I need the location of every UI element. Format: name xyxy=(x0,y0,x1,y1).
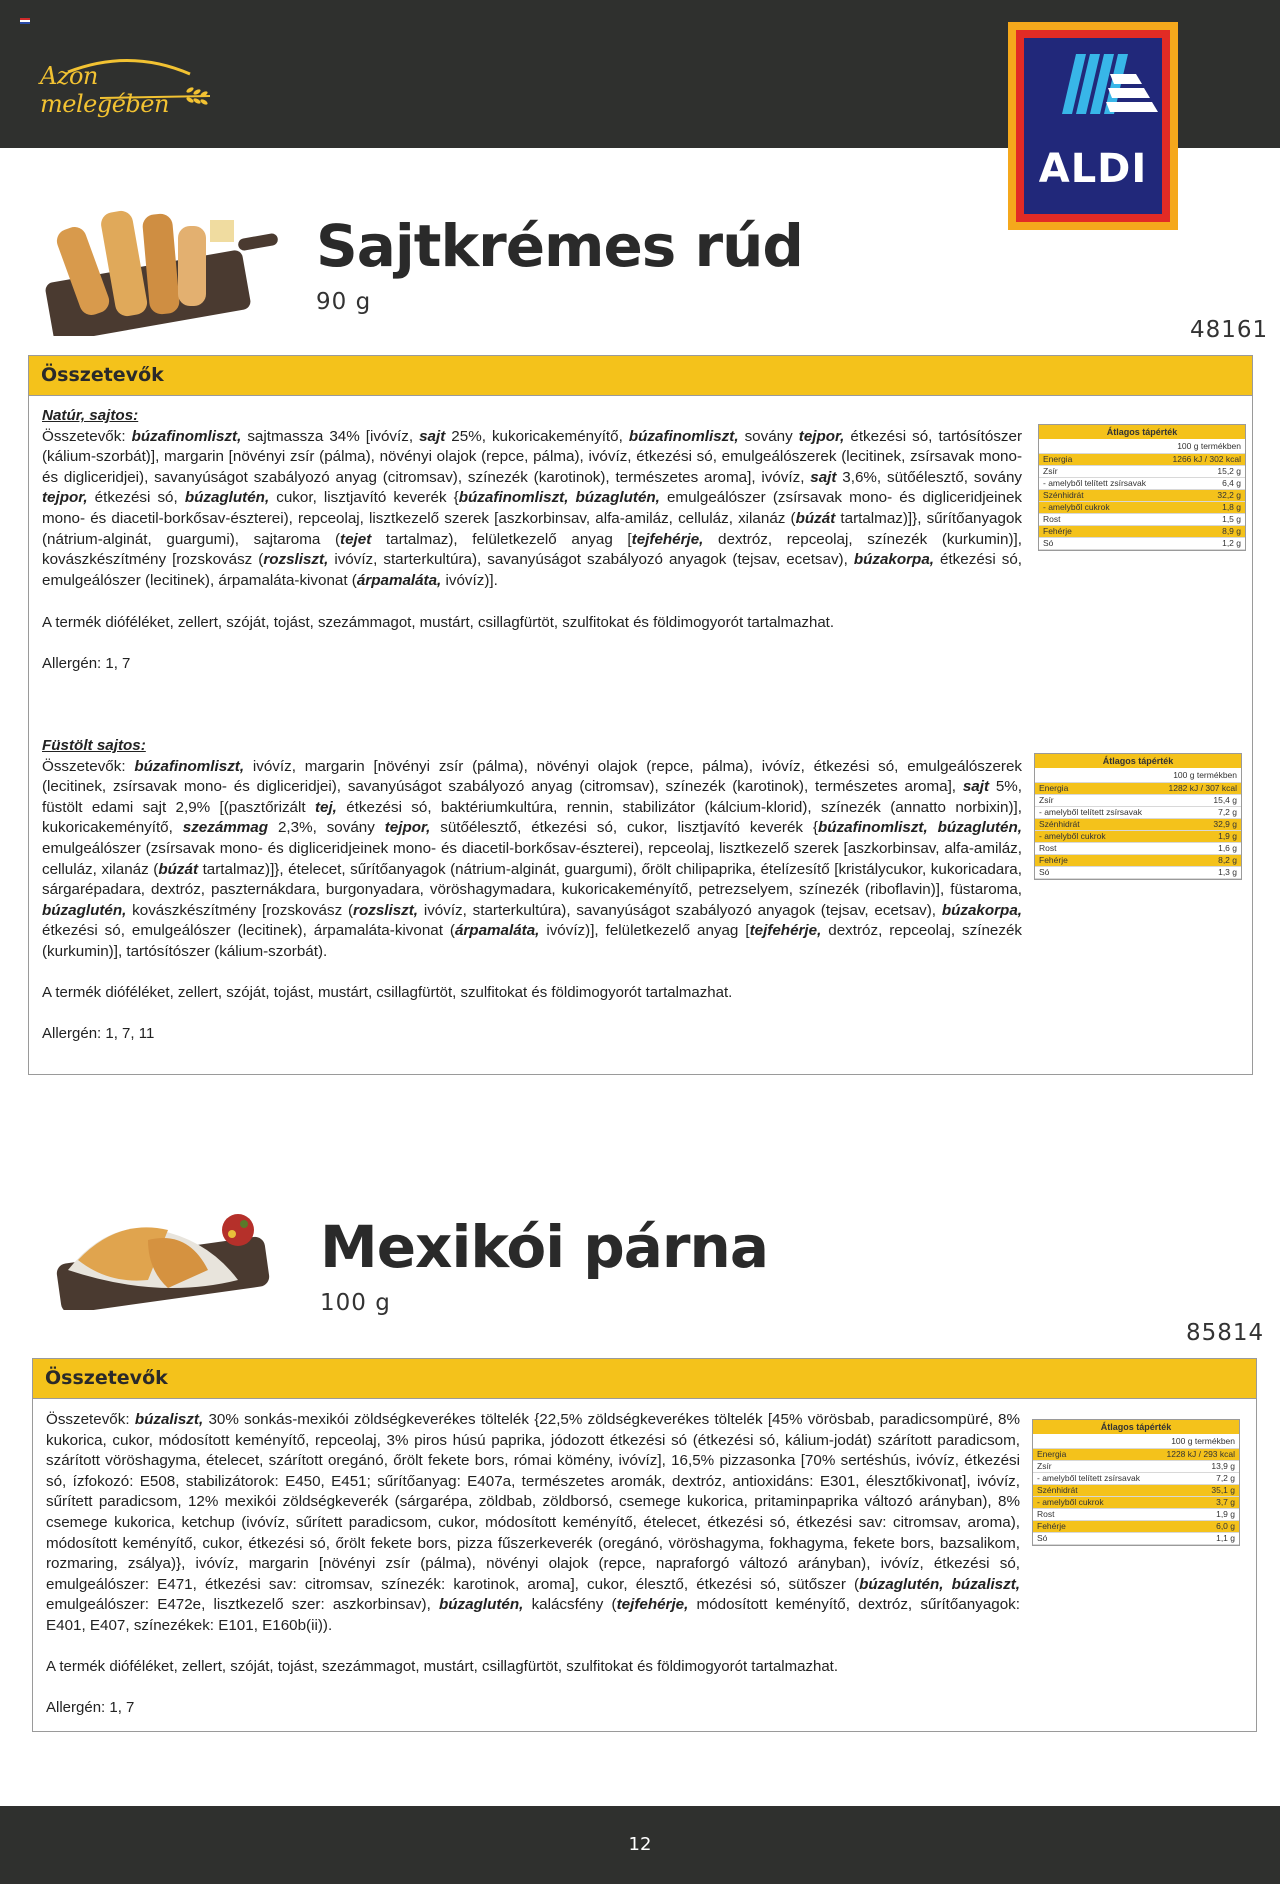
nutrition-row xyxy=(1039,454,1245,466)
ingredients-text-fustolt: Füstölt sajtos: Összetevők: búzafinomliszt, ivóvíz, margarin [növényi zsír (pálma), növényi olajok (repce, pálma), ivóvíz, étkezési só, emulgeálószerek (lecitinek, zsírsavak mono- és digliceridjei), savanyúságot szabályozó anyag (citromsav), színezék (karotinok), természetes aroma], sajt 5%, füstölt edami sajt 2,9% [(pasztőrizált tej, étkezési só, baktériumkultúra, rennin, stabilizátor (kálcium-klorid), színezék (annatto norbixin)], kukoricakeményítő, szezámmag 2,3%, sovány tejpor, sütőélesztő, étkezési só, cukor, lisztjavító keverék {búzafinomliszt, búzaglutén, emulgeálószer (zsírsavak mono- és digliceridjeinek mono- és diacetil-borkősav-észterei), repceolaj, lisztkezelő szerek [aszkorbinsav, alfa-amiláz, celluláz, xilanáz (búzát tartalmaz)]}, ételecet, sűrítőanyagok (nátrium-alginát, guargumi), őrölt chilipaprika, ételízesítő [kristálycukor, kukoricadara, sárgarépadara, dextróz, paszternákdara, burgonyadara, vöröshagymadara, kukoricakeményítő, petrezselyem, színezék (riboflavin)], füstaroma, búzaglutén, kovászkészítmény [rozskovász (rozsliszt, ivóvíz, starterkultúra), savanyúságot szabályozó anyagok (tejsav, ecetsav), búzakorpa, étkezési só, emulgeálószer (lecitinek), árpamaláta-kivonat (árpamaláta, ivóvíz)], felületkezelő anyag [tejfehérje, dextróz, repceolaj, színezék (kurkumin)], tartósítószer (kálium-szorbát). xyxy=(42,737,1023,960)
nutrition-header: 100 g termékben xyxy=(1035,768,1241,783)
nutrition-value: 7,2 g xyxy=(1218,807,1237,817)
allergen-codes: Allergén: 1, 7, 11 xyxy=(42,1025,155,1042)
nutrition-title: Átlagos tápérték xyxy=(1035,754,1241,768)
nutrition-row xyxy=(1039,478,1245,490)
allergen-note: A termék dióféléket, zellert, szóját, tojást, szezámmagot, mustárt, csillagfürtöt, szulfitokat és földimogyorót tartalmazhat. xyxy=(42,614,834,631)
allergen-codes: Allergén: 1, 7 xyxy=(46,1699,135,1716)
nutrition-row xyxy=(1033,1473,1239,1485)
allergen-note: A termék dióféléket, zellert, szóját, tojást, szezámmagot, mustárt, csillagfürtöt, szulfitokat és földimogyorót tartalmazhat. xyxy=(46,1658,838,1675)
nutrition-value: 1,2 g xyxy=(1222,538,1241,548)
variant-name: Füstölt sajtos: xyxy=(42,737,146,754)
variant-name: Natúr, sajtos: xyxy=(42,407,139,424)
nutrition-row xyxy=(1035,819,1241,831)
nutrition-value: 1,8 g xyxy=(1222,502,1241,512)
nutrition-row xyxy=(1033,1521,1239,1533)
aldi-wordmark: ALDI xyxy=(1038,146,1148,192)
nutrition-value: 13,9 g xyxy=(1211,1461,1235,1471)
brand-logo xyxy=(40,56,220,118)
nutrition-row xyxy=(1033,1533,1239,1545)
nutrition-row xyxy=(1035,867,1241,879)
nutrition-row xyxy=(1039,514,1245,526)
nutrition-value: 1,3 g xyxy=(1218,867,1237,877)
nutrition-row xyxy=(1035,807,1241,819)
nutrition-value: 6,4 g xyxy=(1222,478,1241,488)
nutrition-value: 1,9 g xyxy=(1216,1509,1235,1519)
nutrition-label: Fehérje xyxy=(1043,526,1072,536)
product-image-mexikoi-parna xyxy=(38,1200,298,1310)
nutrition-header: 100 g termékben xyxy=(1033,1434,1239,1449)
nutrition-label: - amelyből cukrok xyxy=(1037,1497,1104,1507)
nutrition-row xyxy=(1035,843,1241,855)
nutrition-label: Só xyxy=(1037,1533,1048,1543)
nutrition-table-fustolt xyxy=(1034,753,1242,880)
nutrition-label: - amelyből cukrok xyxy=(1039,831,1106,841)
nutrition-label: Zsír xyxy=(1043,466,1058,476)
nutrition-value: 8,2 g xyxy=(1218,855,1237,865)
nutrition-value: 1266 kJ / 302 kcal xyxy=(1172,454,1241,464)
ingredients-text-natur: Natúr, sajtos: Összetevők: búzafinomliszt, sajtmassza 34% [ivóvíz, sajt 25%, kukoricakeményítő, búzafinomliszt, sovány tejpor, étkezési só, tartósítószer (kálium-szorbát)], margarin [növényi zsír (pálma), növényi olajok (repce, pálma), ivóvíz, étkezési só, emulgeálószerek (lecitinek, zsírsavak mono- és digliceridjei), savanyúságot szabályozó anyag (citromsav), színezék (karotinok), természetes aroma], ivóvíz, sajt 3,6%, sütőélesztő, sovány tejpor, étkezési só, búzaglutén, cukor, lisztjavító keverék {búzafinomliszt, búzaglutén, emulgeálószer (zsírsavak mono- és digliceridjeinek mono- és diacetil-borkősav-észterei), repceolaj, lisztkezelő szerek [aszkorbinsav, alfa-amiláz, celluláz, xilanáz (búzát tartalmaz)]}, sűrítőanyagok (nátrium-alginát, guargumi), sajtaroma (tejet tartalmaz), felületkezelő anyag [tejfehérje, dextróz, repceolaj, színezék (kurkumin)], kovászkészítmény [rozskovász (rozsliszt, ivóvíz, starterkultúra), savanyúságot szabályozó anyagok (tejsav, ecetsav), búzakorpa, étkezési só, emulgeálószer (lecitinek), árpamaláta-kivonat (árpamaláta, ivóvíz)]. xyxy=(42,407,1023,589)
nutrition-label: Rost xyxy=(1037,1509,1055,1519)
nutrition-value: 6,0 g xyxy=(1216,1521,1235,1531)
nutrition-row xyxy=(1035,783,1241,795)
nutrition-row xyxy=(1039,490,1245,502)
section-heading: Összetevők xyxy=(29,356,1252,396)
nutrition-label: - amelyből telített zsírsavak xyxy=(1043,478,1146,488)
nutrition-row xyxy=(1039,526,1245,538)
nutrition-row xyxy=(1039,538,1245,550)
nutrition-row xyxy=(1033,1461,1239,1473)
nutrition-row xyxy=(1035,831,1241,843)
nutrition-label: Zsír xyxy=(1037,1461,1052,1471)
nutrition-value: 1,9 g xyxy=(1218,831,1237,841)
brand-name: Azon melegében xyxy=(40,62,169,118)
nutrition-value: 15,4 g xyxy=(1213,795,1237,805)
nutrition-value: 32,2 g xyxy=(1217,490,1241,500)
nutrition-header: 100 g termékben xyxy=(1039,439,1245,454)
nutrition-title: Átlagos tápérték xyxy=(1033,1420,1239,1434)
product-title: Mexikói párna xyxy=(320,1213,768,1281)
nutrition-label: Szénhidrát xyxy=(1037,1485,1078,1495)
product-weight: 90 g xyxy=(316,289,372,315)
nutrition-value: 3,7 g xyxy=(1216,1497,1235,1507)
nutrition-row xyxy=(1033,1449,1239,1461)
page-number: 12 xyxy=(628,1834,652,1855)
nutrition-title: Átlagos tápérték xyxy=(1039,425,1245,439)
nutrition-value: 7,2 g xyxy=(1216,1473,1235,1483)
allergen-note: A termék dióféléket, zellert, szóját, tojást, mustárt, csillagfürtöt, szulfitokat és földimogyorót tartalmazhat. xyxy=(42,984,733,1001)
nutrition-label: Só xyxy=(1043,538,1054,548)
wheat-swoosh-icon xyxy=(40,56,220,108)
product-code: 85814 xyxy=(1186,1320,1265,1346)
nutrition-value: 8,9 g xyxy=(1222,526,1241,536)
nutrition-value: 1,5 g xyxy=(1222,514,1241,524)
aldi-stripes-icon xyxy=(1024,44,1162,154)
nutrition-row xyxy=(1033,1497,1239,1509)
nutrition-label: - amelyből telített zsírsavak xyxy=(1037,1473,1140,1483)
nutrition-label: - amelyből telített zsírsavak xyxy=(1039,807,1142,817)
nutrition-row xyxy=(1039,502,1245,514)
product-image-sajtkremes-rud xyxy=(38,196,288,336)
product-title: Sajtkrémes rúd xyxy=(316,212,803,280)
nutrition-row xyxy=(1035,855,1241,867)
nutrition-row xyxy=(1033,1485,1239,1497)
nutrition-label: Rost xyxy=(1039,843,1057,853)
nutrition-value: 1282 kJ / 307 kcal xyxy=(1168,783,1237,793)
nutrition-label: Rost xyxy=(1043,514,1061,524)
nutrition-value: 1228 kJ / 293 kcal xyxy=(1166,1449,1235,1459)
nutrition-label: Fehérje xyxy=(1037,1521,1066,1531)
nutrition-label: Zsír xyxy=(1039,795,1054,805)
nutrition-row xyxy=(1035,795,1241,807)
nutrition-label: Szénhidrát xyxy=(1039,819,1080,829)
nutrition-label: Energia xyxy=(1037,1449,1067,1459)
nutrition-value: 35,1 g xyxy=(1211,1485,1235,1495)
nutrition-value: 15,2 g xyxy=(1217,466,1241,476)
aldi-logo xyxy=(1008,22,1178,230)
product-weight: 100 g xyxy=(320,1290,391,1316)
section-heading: Összetevők xyxy=(33,1359,1256,1399)
nutrition-value: 32,9 g xyxy=(1213,819,1237,829)
nutrition-label: Fehérje xyxy=(1039,855,1068,865)
footer-bar xyxy=(0,1806,1280,1884)
nutrition-value: 1,6 g xyxy=(1218,843,1237,853)
nutrition-value: 1,1 g xyxy=(1216,1533,1235,1543)
allergen-codes: Allergén: 1, 7 xyxy=(42,655,131,672)
nutrition-label: - amelyből cukrok xyxy=(1043,502,1110,512)
nutrition-table-natur xyxy=(1038,424,1246,551)
nutrition-label: Szénhidrát xyxy=(1043,490,1084,500)
nutrition-label: Só xyxy=(1039,867,1050,877)
nutrition-label: Energia xyxy=(1039,783,1069,793)
nutrition-table-mexikoi xyxy=(1032,1419,1240,1546)
flag-icon xyxy=(20,18,30,24)
nutrition-row xyxy=(1033,1509,1239,1521)
ingredients-text-mexikoi: Összetevők: búzaliszt, 30% sonkás-mexikói zöldségkeverékes töltelék {22,5% zöldségkeverékes töltelék [45% vörösbab, paradicsompüré, 8% kukorica, cukor, módosított keményítő, repceolaj, 3% piros húsú paprika, jódozott étkezési só (étkezési só, kálium-jodát) szárított paradicsom, szárított vöröshagyma, ételecet, szárított oregánó, őrölt fekete bors, római kömény, ivóvíz], 16,5% pizzasonka [70% sertéshús, ivóvíz, étkezési só, ízfokozó: E508, stabilizátorok: E450, E451; sűrítőanyag: E407a, természetes aromák, dextróz, antioxidáns: E301, élesztőkivonat], ivóvíz, sűrített paradicsom, 12% mexikói zöldségkeverék (sárgarépa, zöldbab, zöldborsó, csemege kukorica, pritaminpaprika változó arányban), 8% csemege kukorica, ketchup (ivóvíz, sűrített paradicsom, cukor, módosított keményítő, ételecet, étkezési só, étkezési sav: citromsav, aroma), módosított keményítő, cukor, étkezési só, őrölt fekete bors, pizza fűszerkeverék (oregánó, vöröshagyma, fokhagyma, fekete bors, bazsalikom, rozmaring, zsálya)}, ivóvíz, margarin [növényi zsír (pálma), növényi olajok (repce, napraforgó változó arányban), ivóvíz, étkezési só, emulgeálószer: E471, étkezési sav: citromsav, színezék: karotinok, aroma], cukor, élesztő, étkezési só, sütőszer (búzaglutén, búzaliszt, emulgeálószer: E472e, lisztkezelő szer: aszkorbinsav), búzaglutén, kalácsfény (tejfehérje, módosított keményítő, dextróz, sűrítőanyagok: E401, E407, színezékek: E101, E160b(ii)). xyxy=(46,1411,1020,1634)
nutrition-row xyxy=(1039,466,1245,478)
product-code: 48161 xyxy=(1190,317,1269,343)
nutrition-label: Energia xyxy=(1043,454,1073,464)
